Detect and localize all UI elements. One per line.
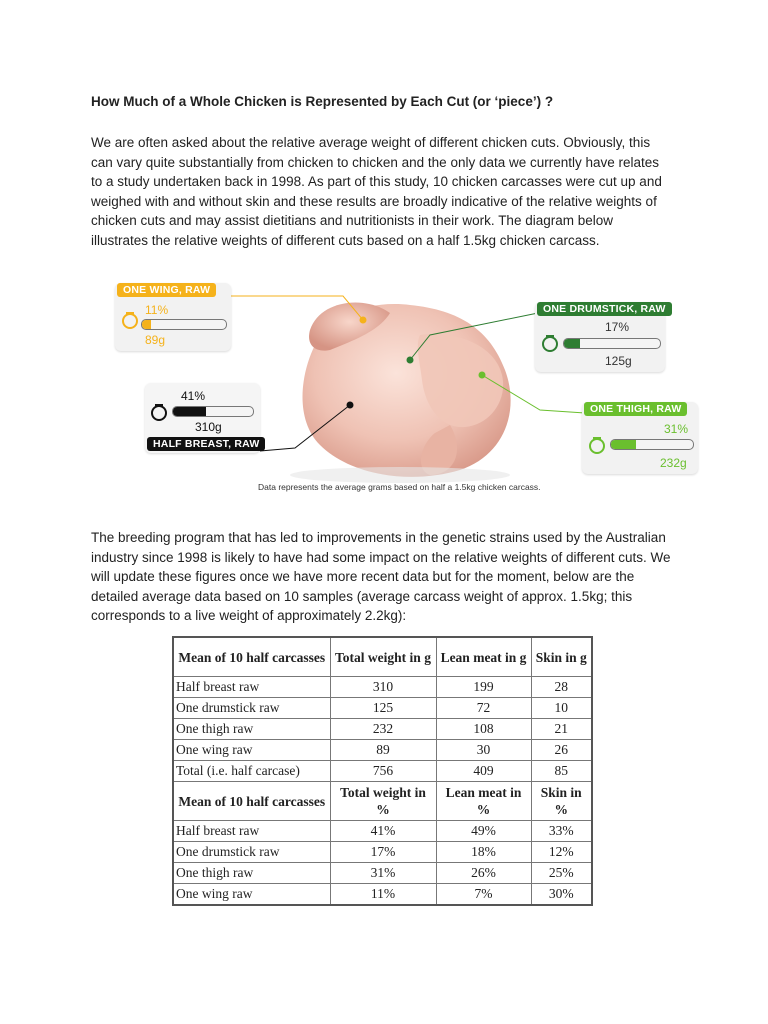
header-cell: Total weight in %: [330, 782, 436, 821]
table-cell: 49%: [436, 821, 531, 842]
thigh-pct: 31%: [664, 422, 689, 436]
table-cell: 33%: [531, 821, 592, 842]
table-cell: 72: [436, 698, 531, 719]
table-header-row: [173, 637, 592, 677]
table-cell: 25%: [531, 863, 592, 884]
table-cell: 30: [436, 740, 531, 761]
table-row: [173, 698, 592, 719]
header-cell: Lean meat in g: [436, 637, 531, 677]
table-cell: 17%: [330, 842, 436, 863]
thigh-scale-icon: [588, 436, 606, 454]
table-cell: One drumstick raw: [173, 698, 330, 719]
table-cell: One drumstick raw: [173, 842, 330, 863]
table-cell: One wing raw: [173, 884, 330, 906]
table-cell: 11%: [330, 884, 436, 906]
table-cell: Total (i.e. half carcase): [173, 761, 330, 782]
wing-grams: 89g: [145, 333, 166, 347]
table-row: [173, 821, 592, 842]
table-cell: 199: [436, 677, 531, 698]
breast-bar: [172, 406, 254, 417]
chicken-cuts-diagram: [110, 275, 710, 505]
table-cell: Half breast raw: [173, 821, 330, 842]
thigh-grams: 232g: [660, 456, 687, 470]
drumstick-label: ONE DRUMSTICK, RAW: [537, 302, 672, 316]
table-cell: 28: [531, 677, 592, 698]
table-cell: 125: [330, 698, 436, 719]
header-cell: Skin in %: [531, 782, 592, 821]
wing-pct: 11%: [145, 303, 169, 317]
page-title: How Much of a Whole Chicken is Represented by Each Cut (or ‘piece’) ?: [91, 94, 554, 109]
thigh-card: [582, 402, 698, 474]
drumstick-scale-icon: [541, 334, 559, 352]
header-cell: Mean of 10 half carcasses: [173, 637, 330, 677]
table-row: [173, 863, 592, 884]
table-cell: 10: [531, 698, 592, 719]
breast-grams: 310g: [195, 420, 222, 434]
intro-paragraph: We are often asked about the relative average weight of different chicken cuts. Obviously, this can vary quite substantially from chicken to chicken and the only data we currently have relates to a study undertaken back in 1998. As part of this study, 10 chicken carcasses were cut up and weighed with and without skin and these results are broadly indicative of the relative weights of chicken cuts and may assist dietitians and nutritionists in their work. The diagram below illustrates the relative weights of different cuts based on a half 1.5kg chicken carcass.: [91, 135, 662, 248]
table-cell: 89: [330, 740, 436, 761]
drumstick-bar: [563, 338, 661, 349]
wing-scale-icon: [121, 311, 139, 329]
drumstick-card: [535, 302, 665, 372]
wing-bar-fill: [142, 320, 151, 329]
table-header-row: [173, 782, 592, 821]
thigh-label: ONE THIGH, RAW: [584, 402, 687, 416]
breast-scale-icon: [150, 403, 168, 421]
table-row: [173, 761, 592, 782]
table-cell: One thigh raw: [173, 719, 330, 740]
diagram-caption: Data represents the average grams based on half a 1.5kg chicken carcass.: [258, 482, 541, 492]
header-cell: Total weight in g: [330, 637, 436, 677]
table-cell: 30%: [531, 884, 592, 906]
table-cell: 12%: [531, 842, 592, 863]
table-cell: 21: [531, 719, 592, 740]
drumstick-bar-fill: [564, 339, 580, 348]
header-cell: Skin in g: [531, 637, 592, 677]
table-cell: 26: [531, 740, 592, 761]
table-cell: 409: [436, 761, 531, 782]
thigh-bar-fill: [611, 440, 636, 449]
table-row: [173, 719, 592, 740]
table-row: [173, 740, 592, 761]
thigh-bar: [610, 439, 694, 450]
table-cell: 7%: [436, 884, 531, 906]
table-cell: 85: [531, 761, 592, 782]
wing-label: ONE WING, RAW: [117, 283, 216, 297]
header-cell: Mean of 10 half carcasses: [173, 782, 330, 821]
drumstick-grams: 125g: [605, 354, 632, 368]
header-cell: Lean meat in %: [436, 782, 531, 821]
breast-bar-fill: [173, 407, 206, 416]
table-row: [173, 677, 592, 698]
table-cell: 26%: [436, 863, 531, 884]
table-cell: 756: [330, 761, 436, 782]
table-cell: 31%: [330, 863, 436, 884]
breast-label: HALF BREAST, RAW: [147, 437, 265, 451]
wing-bar: [141, 319, 227, 330]
table-cell: 41%: [330, 821, 436, 842]
drumstick-pct: 17%: [605, 320, 630, 334]
wing-card: [115, 283, 231, 351]
table-row: [173, 842, 592, 863]
breast-pct: 41%: [181, 389, 206, 403]
table-cell: Half breast raw: [173, 677, 330, 698]
breast-card: [145, 383, 260, 453]
table-cell: 232: [330, 719, 436, 740]
breeding-paragraph: The breeding program that has led to improvements in the genetic strains used by the Australian industry since 1998 is likely to have had some impact on the relative weights of different cuts. We will update these figures once we have more recent data but for the moment, below are the detailed average data based on 10 samples (average carcass weight of approx. 1.5kg; this corresponds to a live weight of approximately 2.2kg):: [91, 530, 671, 624]
table-cell: One wing raw: [173, 740, 330, 761]
weights-table: [172, 636, 593, 906]
table-cell: One thigh raw: [173, 863, 330, 884]
table-cell: 18%: [436, 842, 531, 863]
table-row: [173, 884, 592, 906]
table-cell: 108: [436, 719, 531, 740]
table-cell: 310: [330, 677, 436, 698]
